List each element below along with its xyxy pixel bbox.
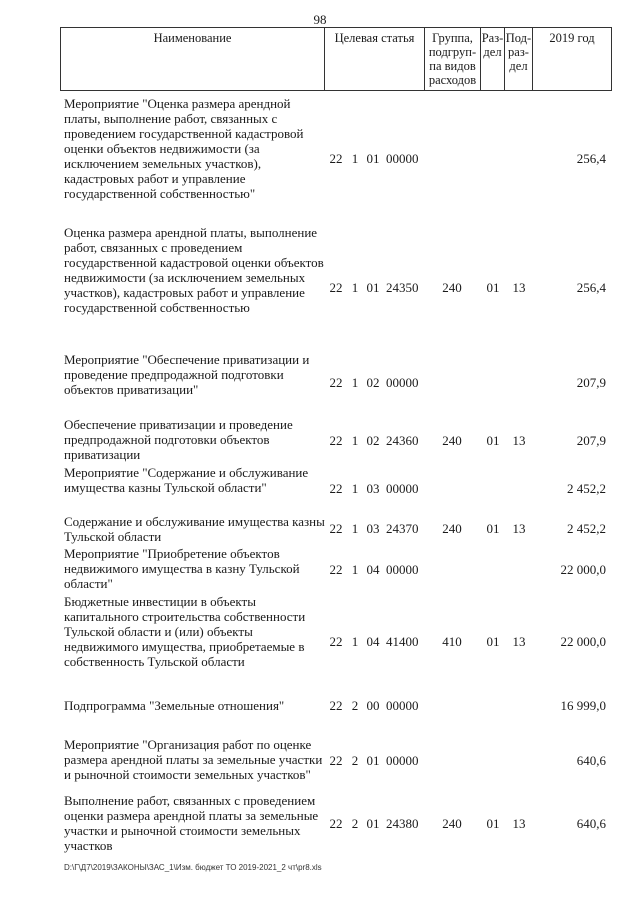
- row-cs3: 03: [366, 481, 380, 496]
- row-cs2: 2: [351, 816, 359, 831]
- header-year: 2019 год: [532, 27, 612, 91]
- row-name: Мероприятие "Обеспечение приватизации и проведение предпродажной подготовки объектов приватизации": [64, 352, 310, 397]
- row-cs2: 2: [351, 753, 359, 768]
- row-group: 240: [442, 816, 462, 831]
- row-cs2: 1: [351, 521, 359, 536]
- row-cs2: 1: [351, 433, 359, 448]
- row-cs3: 04: [366, 634, 380, 649]
- header-section: Раз-дел: [480, 27, 504, 91]
- row-amount: 207,9: [576, 375, 606, 390]
- row-amount: 16 999,0: [560, 698, 606, 713]
- row-section: 01: [486, 280, 500, 295]
- row-cs3: 01: [366, 753, 380, 768]
- row-cs1: 22: [329, 151, 343, 166]
- row-group: 240: [442, 280, 462, 295]
- row-name: Обеспечение приватизации и проведение предпродажной подготовки объектов приватизации: [64, 417, 293, 462]
- row-cs3: 02: [366, 433, 380, 448]
- row-name: Выполнение работ, связанных с проведением оценки размера арендной платы за земельные участки и рыночной стоимости земельных участков: [64, 793, 319, 853]
- row-cs1: 22: [329, 375, 343, 390]
- row-cs4: 00000: [386, 562, 419, 577]
- row-cs4: 41400: [386, 634, 419, 649]
- header-target: Целевая статья: [324, 27, 424, 91]
- row-cs4: 24370: [386, 521, 419, 536]
- row-cs2: 1: [351, 562, 359, 577]
- row-amount: 640,6: [576, 753, 606, 768]
- row-cs1: 22: [329, 753, 343, 768]
- row-cs4: 24360: [386, 433, 419, 448]
- row-cs4: 00000: [386, 375, 419, 390]
- header-group: Группа, подгруп-па видов расходов: [424, 27, 480, 91]
- row-cs2: 2: [351, 698, 359, 713]
- row-cs1: 22: [329, 816, 343, 831]
- row-cs3: 03: [366, 521, 380, 536]
- row-cs4: 00000: [386, 151, 419, 166]
- row-amount: 22 000,0: [560, 634, 606, 649]
- header-name: Наименование: [60, 27, 324, 91]
- row-group: 240: [442, 433, 462, 448]
- row-cs2: 1: [351, 280, 359, 295]
- row-name: Мероприятие "Приобретение объектов недвижимого имущества в казну Тульской области": [64, 546, 300, 591]
- row-cs3: 04: [366, 562, 380, 577]
- row-cs3: 01: [366, 816, 380, 831]
- row-cs1: 22: [329, 562, 343, 577]
- row-subsection: 13: [512, 521, 526, 536]
- row-cs1: 22: [329, 521, 343, 536]
- row-name: Содержание и обслуживание имущества казны Тульской области: [64, 514, 325, 544]
- row-section: 01: [486, 433, 500, 448]
- row-cs1: 22: [329, 698, 343, 713]
- row-subsection: 13: [512, 433, 526, 448]
- row-name: Оценка размера арендной платы, выполнение работ, связанных с проведением государственной кадастровой оценки объектов недвижимости (за исключением земельных участков), кадастровых работ и управление государственной собственностью: [64, 225, 324, 315]
- row-cs2: 1: [351, 481, 359, 496]
- row-cs2: 1: [351, 375, 359, 390]
- page-number: 98: [313, 12, 327, 27]
- row-name: Мероприятие "Оценка размера арендной платы, выполнение работ, связанных с проведением государственной кадастровой оценки объектов недвижимости (за исключением земельных участков), кадастровых работ и управление государственной собственностью": [64, 96, 304, 201]
- row-subsection: 13: [512, 280, 526, 295]
- row-name: Бюджетные инвестиции в объекты капитального строительства собственности Тульской области и (или) объекты недвижимого имущества, приобретаемые в собственность Тульской области: [64, 594, 306, 669]
- row-cs1: 22: [329, 634, 343, 649]
- row-amount: 2 452,2: [567, 521, 606, 536]
- row-name: Мероприятие "Содержание и обслуживание имущества казны Тульской области": [64, 465, 309, 495]
- file-path-footer: D:\Г\Д7\2019\ЗАКОНЫ\ЗАС_1\Изм. бюджет ТО 2019-2021_2 чт\pr8.xls: [64, 863, 322, 872]
- row-group: 240: [442, 521, 462, 536]
- row-cs4: 24350: [386, 280, 419, 295]
- row-cs2: 1: [351, 151, 359, 166]
- row-cs3: 01: [366, 280, 380, 295]
- row-amount: 2 452,2: [567, 481, 606, 496]
- row-cs4: 00000: [386, 753, 419, 768]
- row-amount: 256,4: [576, 280, 606, 295]
- row-amount: 640,6: [576, 816, 606, 831]
- row-subsection: 13: [512, 634, 526, 649]
- row-section: 01: [486, 634, 500, 649]
- row-section: 01: [486, 816, 500, 831]
- row-cs4: 00000: [386, 698, 419, 713]
- row-amount: 256,4: [576, 151, 606, 166]
- row-cs1: 22: [329, 433, 343, 448]
- row-amount: 207,9: [576, 433, 606, 448]
- row-cs4: 24380: [386, 816, 419, 831]
- row-cs3: 01: [366, 151, 380, 166]
- row-group: 410: [442, 634, 462, 649]
- row-cs3: 02: [366, 375, 380, 390]
- row-cs4: 00000: [386, 481, 419, 496]
- row-cs2: 1: [351, 634, 359, 649]
- row-section: 01: [486, 521, 500, 536]
- header-subsection: Под-раз-дел: [504, 27, 532, 91]
- row-name: Мероприятие "Организация работ по оценке размера арендной платы за земельные участки и рыночной стоимости земельных участков": [64, 737, 323, 782]
- row-cs1: 22: [329, 280, 343, 295]
- row-subsection: 13: [512, 816, 526, 831]
- row-amount: 22 000,0: [560, 562, 606, 577]
- row-name: Подпрограмма "Земельные отношения": [64, 698, 285, 713]
- row-cs1: 22: [329, 481, 343, 496]
- row-cs3: 00: [366, 698, 380, 713]
